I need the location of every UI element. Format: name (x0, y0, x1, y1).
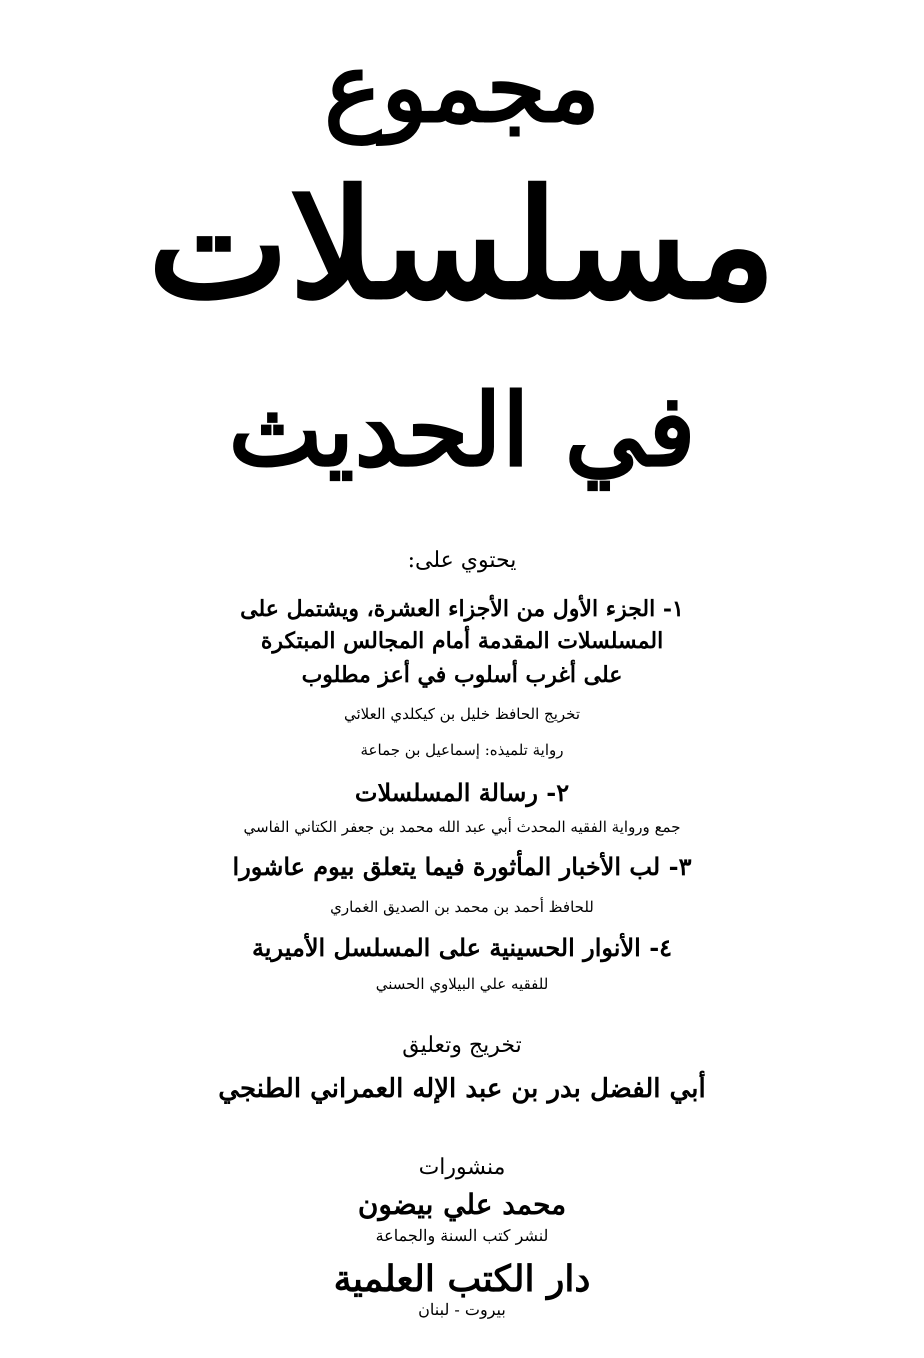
title-line-2: مسلسلات (147, 157, 777, 333)
contents-item-4-author: للفقيه علي البيلاوي الحسني (375, 975, 549, 993)
contents-item-1-line-3: على أغرب أسلوب في أعز مطلوب (301, 662, 623, 688)
contents-item-3: ٣- لب الأخبار المأثورة فيما يتعلق بيوم عاشورا (232, 852, 692, 881)
contents-item-1-line-2: المسلسلات المقدمة أمام المجالس المبتكرة (260, 628, 664, 654)
publisher-tagline: لنشر كتب السنة والجماعة (375, 1226, 549, 1245)
editing-label: تخريج وتعليق (402, 1033, 522, 1058)
title-line-1: مجموع (324, 31, 600, 144)
publisher-location: بيروت - لبنان (418, 1300, 506, 1319)
contents-item-1-narrator: رواية تلميذه: إسماعيل بن جماعة (360, 741, 564, 759)
contents-item-3-author: للحافظ أحمد بن محمد بن الصديق الغماري (330, 898, 594, 916)
contents-intro: يحتوي على: (407, 548, 517, 573)
contents-item-4: ٤- الأنوار الحسينية على المسلسل الأميرية (251, 933, 673, 962)
contents-item-1-compiler: تخريج الحافظ خليل بن كيكلدي العلائي (343, 705, 581, 723)
publisher-name: محمد علي بيضون (357, 1188, 567, 1221)
contents-item-1: ١- الجزء الأول من الأجزاء العشرة، ويشتمل على (240, 596, 684, 622)
editor-name: أبي الفضل بدر بن عبد الإله العمراني الطنجي (218, 1074, 706, 1104)
contents-item-2: ٢- رسالة المسلسلات (354, 778, 570, 807)
publisher-label: منشورات (418, 1155, 506, 1180)
publishing-house: دار الكتب العلمية (333, 1258, 591, 1300)
title-line-3: في الحديث (228, 371, 696, 489)
contents-item-2-author: جمع ورواية الفقيه المحدث أبي عبد الله محمد بن جعفر الكتاني الفاسي (243, 818, 681, 836)
